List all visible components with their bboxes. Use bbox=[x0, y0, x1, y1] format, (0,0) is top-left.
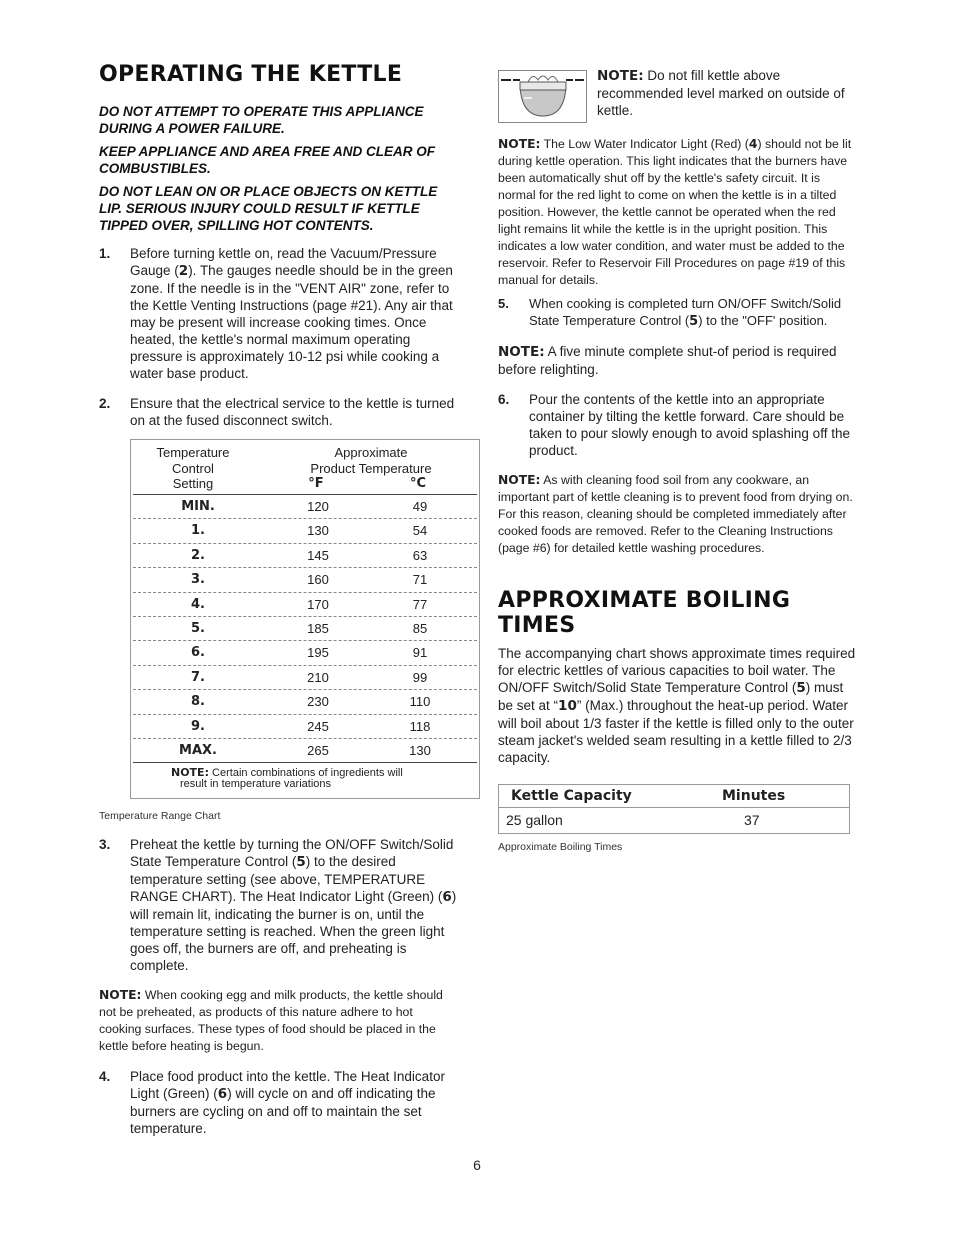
table-row bbox=[499, 808, 849, 833]
step-number: 4. bbox=[99, 1069, 111, 1085]
table-row bbox=[133, 616, 477, 640]
step-number: 6. bbox=[498, 392, 510, 407]
celsius-cell: 91 bbox=[412, 645, 428, 661]
fahrenheit-cell: 130 bbox=[307, 523, 329, 539]
celsius-cell: 54 bbox=[412, 523, 428, 539]
celsius-cell: 85 bbox=[412, 620, 428, 636]
table-row bbox=[133, 518, 477, 542]
setting-cell: 9. bbox=[191, 718, 205, 734]
warning-combustibles: KEEP APPLIANCE AND AREA FREE AND CLEAR OF COMBUSTIBLES. bbox=[99, 144, 436, 176]
table-row bbox=[133, 738, 477, 762]
warning-kettle-lip: DO NOT LEAN ON OR PLACE OBJECTS ON KETTLE LIP. SERIOUS INJURY COULD RESULT IF KETTLE TIPPED OVER, SPILLING HOT CONTENTS. bbox=[99, 184, 438, 233]
boiling-caption: Approximate Boiling Times bbox=[498, 841, 623, 853]
ref-number: 5 bbox=[796, 680, 806, 696]
celsius-cell: 99 bbox=[412, 669, 428, 685]
celsius-cell: 63 bbox=[412, 547, 428, 563]
step-number: 3. bbox=[99, 837, 111, 853]
celsius-cell: 130 bbox=[409, 742, 431, 758]
ref-number: 2 bbox=[178, 263, 189, 279]
step-4: 4. Place food product into the kettle. The Heat Indicator Light (Green) (6) will cycle on and off indicating the burners are cycling on and off to maintain the set temperature. bbox=[99, 1069, 445, 1137]
setting-cell: MAX. bbox=[179, 742, 217, 758]
step-number: 5. bbox=[498, 296, 509, 311]
celsius-cell: 49 bbox=[412, 499, 428, 514]
step-6: 6. Pour the contents of the kettle into an appropriate container by tilting the kettle forward. Care should be taken to pour slowly enough to avoid splashing off the product. bbox=[498, 392, 850, 458]
note-cleaning: NOTE: As with cleaning food soil from any cookware, an important part of kettle cleaning is to prevent food from drying on. For this reason, cleaning should be completed immediately after cooked foods are removed. Refer to the Cleaning Instructions (page #6) for detailed kettle washing procedures. bbox=[498, 473, 853, 555]
ref-number: 5 bbox=[296, 854, 306, 871]
setting-cell: 6. bbox=[191, 645, 205, 661]
minutes-value: 37 bbox=[744, 812, 760, 828]
setting-cell: 3. bbox=[191, 572, 205, 588]
header-setting: Temperature Control Setting bbox=[156, 445, 230, 491]
step-2: 2. Ensure that the electrical service to the kettle is turned on at the fused disconnect switch. bbox=[99, 396, 455, 428]
boiling-paragraph: The accompanying chart shows approximate times required for electric kettles of various capacities to boil water. The ON/OFF Switch/Solid State Temperature Control (5) must be set at “10” (Max.) throughout the heat-up period. Water will boil about 1/3 faster if the kettle is filled only to the outer steam jacket's welded seam resulting in a kettle filled to 2/3 capacity. bbox=[498, 646, 856, 765]
left-column bbox=[99, 62, 457, 1137]
fahrenheit-cell: 195 bbox=[307, 645, 329, 661]
setting-cell: 5. bbox=[191, 620, 205, 636]
temperature-caption: Temperature Range Chart bbox=[99, 810, 221, 823]
setting-cell: 4. bbox=[191, 596, 205, 612]
table-note: NOTE: Certain combinations of ingredients will result in temperature variations bbox=[133, 762, 477, 798]
boiling-times-table bbox=[498, 784, 850, 834]
step-1: 1. Before turning kettle on, read the Vacuum/Pressure Gauge (2). The gauges needle should be in the green zone. If the needle is in the "VENT AIR" zone, refer to the Kettle Venting Instructions (page #21). Any air that may be present will increase cooking times. Once heated, the kettle's normal maximum operating pressure is approximately 10-12 psi while cooking a water base product. bbox=[99, 246, 453, 381]
ref-number: 5 bbox=[689, 314, 699, 329]
step-5: 5. When cooking is completed turn ON/OFF Switch/Solid State Temperature Control (5) to the "OFF' position. bbox=[498, 296, 842, 329]
fahrenheit-cell: 245 bbox=[307, 718, 329, 734]
note-low-water: NOTE: The Low Water Indicator Light (Red) (4) should not be lit during kettle operation. This light indicates that the burners have been automatically shut off by the kettle's safety circuit. It is normal for the red light to come on when the kettle is in a tilted position. However, the kettle cannot be operated when the red light remains lit while the kettle is in the upright position. This indicates a low water condition, and water must be added to the reservoir. Refer to Reservoir Fill Procedures on page #19 of this manual for details. bbox=[498, 137, 852, 287]
fahrenheit-cell: 160 bbox=[307, 572, 329, 588]
fill-note-block bbox=[498, 62, 856, 127]
boiling-times-title: APPROXIMATE BOILING TIMES bbox=[498, 588, 791, 638]
celsius-cell: 71 bbox=[412, 572, 428, 588]
celsius-cell: 77 bbox=[412, 596, 428, 612]
table-row bbox=[133, 689, 477, 713]
ref-number: 4 bbox=[748, 137, 758, 151]
header-celsius: °C bbox=[409, 476, 427, 491]
page-number: 6 bbox=[473, 1157, 481, 1173]
warning-power-failure: DO NOT ATTEMPT TO OPERATE THIS APPLIANCE DURING A POWER FAILURE. bbox=[99, 104, 424, 136]
step-number: 2. bbox=[99, 396, 111, 411]
temperature-range-table bbox=[130, 439, 480, 799]
table-row bbox=[133, 494, 477, 518]
table-row bbox=[133, 665, 477, 689]
ref-number: 6 bbox=[442, 889, 452, 906]
table-row bbox=[133, 567, 477, 591]
setting-cell: MIN. bbox=[181, 499, 215, 514]
note-egg-milk: NOTE: When cooking egg and milk products, the kettle should not be preheated, as products of this nature adhere to hot cooking surfaces. These types of food should be placed in the kettle before heating is begun. bbox=[99, 988, 443, 1054]
table-row bbox=[133, 640, 477, 664]
fahrenheit-cell: 170 bbox=[307, 596, 329, 612]
table-row bbox=[133, 714, 477, 738]
header-capacity: Kettle Capacity bbox=[511, 788, 632, 804]
setting-cell: 7. bbox=[191, 669, 205, 685]
header-fahrenheit: °F bbox=[308, 476, 324, 491]
setting-cell: 2. bbox=[191, 547, 205, 563]
fahrenheit-cell: 265 bbox=[307, 742, 329, 758]
fahrenheit-cell: 145 bbox=[307, 547, 329, 563]
kettle-fill-level-icon bbox=[498, 70, 588, 124]
table-row bbox=[133, 592, 477, 616]
step-number: 1. bbox=[99, 246, 111, 261]
setting-cell: 1. bbox=[191, 523, 205, 539]
ref-number: 10 bbox=[558, 698, 577, 714]
fahrenheit-cell: 120 bbox=[307, 499, 329, 514]
step-3: 3. Preheat the kettle by turning the ON/OFF Switch/Solid State Temperature Control (5) to the desired temperature setting (see above, TEMPERATURE RANGE CHART). The Heat Indicator Light (Green) (6) will remain lit, indicating the burner is on, until the temperature setting is reached. When the green light goes off, the burners are off, and preheating is complete. bbox=[99, 837, 457, 974]
celsius-cell: 118 bbox=[409, 718, 431, 734]
capacity-value: 25 gallon bbox=[506, 812, 563, 828]
operating-title: OPERATING THE KETTLE bbox=[99, 62, 403, 87]
table-header bbox=[499, 785, 849, 808]
table-row bbox=[133, 543, 477, 567]
note-shut-off: NOTE: A five minute complete shut-of period is required before relighting. bbox=[498, 344, 837, 377]
ref-number: 6 bbox=[217, 1086, 228, 1103]
note-fill-level: NOTE: Do not fill kettle above recommended level marked on outside of kettle. bbox=[597, 68, 845, 118]
setting-cell: 8. bbox=[191, 694, 205, 710]
table-header bbox=[131, 440, 479, 494]
fahrenheit-cell: 230 bbox=[307, 694, 329, 710]
right-column bbox=[498, 62, 856, 853]
celsius-cell: 110 bbox=[409, 694, 431, 710]
header-minutes: Minutes bbox=[722, 788, 786, 804]
header-product-temp: Approximate Product Temperature bbox=[310, 445, 432, 476]
fahrenheit-cell: 185 bbox=[307, 620, 329, 636]
fahrenheit-cell: 210 bbox=[307, 669, 329, 685]
